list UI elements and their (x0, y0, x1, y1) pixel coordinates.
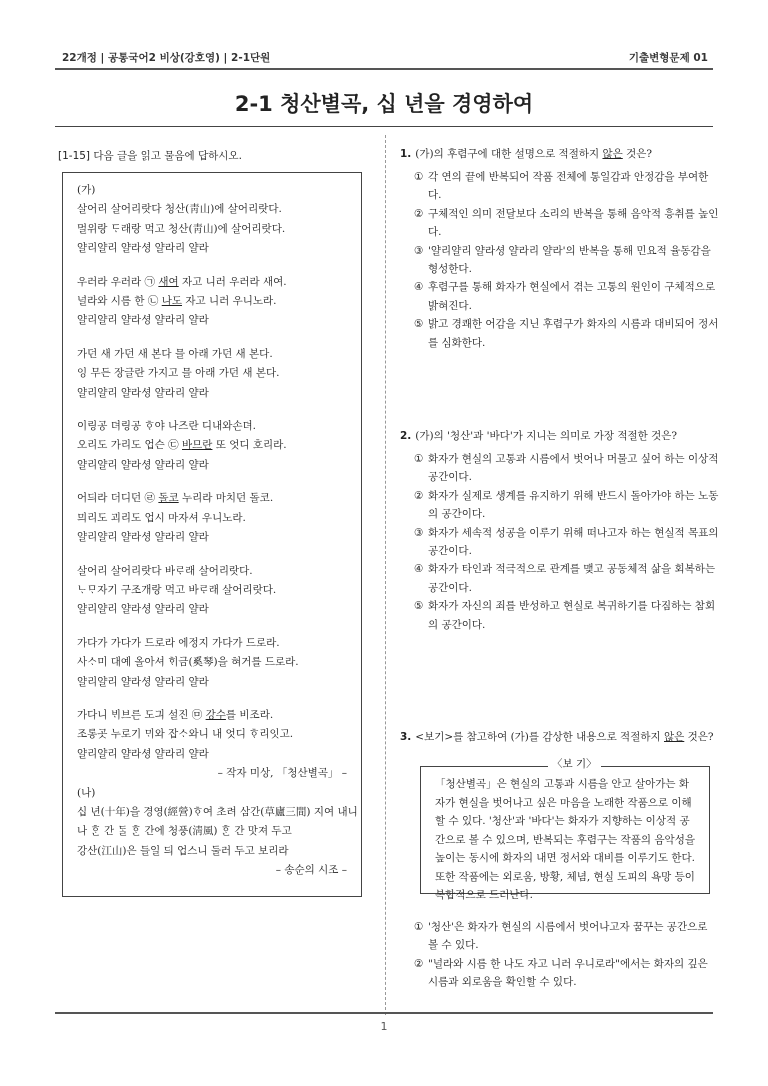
passage-line: 얄리얄리 얄라셩 얄라리 얄라 (77, 242, 209, 255)
passage-line: 가다가 가다가 드로라 에정지 가다가 드로라. (77, 636, 280, 649)
passage-line: 살어리 살어리랏다 바ᄅᆞ래 살어리랏다. (77, 564, 253, 577)
passage-line: 얄리얄리 얄라셩 얄라리 얄라 (77, 458, 209, 471)
question-stem: 3. <보기>를 참고하여 (가)를 감상한 내용으로 적절하지 않은 것은? (400, 731, 714, 743)
underline-d: 돌코 (158, 492, 179, 505)
question-3 (400, 728, 720, 747)
passage-line: 우러라 우러라 ㉠ 새여 자고 니러 우러라 새여. (77, 275, 287, 288)
passage-line: 강산(江山)은 들일 듸 업스니 둘러 두고 보리라 (77, 844, 289, 857)
na-label: (나) (77, 786, 96, 799)
answer-option[interactable]: ③ 화자가 세속적 성공을 이루기 위해 떠나고자 하는 현실적 목표의 공간이다. (414, 526, 719, 558)
answer-option[interactable]: ② 화자가 실제로 생계를 유지하기 위해 반드시 돌아가야 하는 노동의 공간이다. (414, 489, 719, 521)
page-title: 2-1 청산별곡, 십 년을 경영하여 (234, 92, 534, 116)
passage-line: 얄리얄리 얄라셩 얄라리 얄라 (77, 747, 209, 760)
passage-line: 믜리도 괴리도 업시 마자셔 우니노라. (77, 511, 246, 524)
underline-a: 새여 (158, 275, 179, 288)
bogi-box: 「청산별곡」은 현실의 고통과 시름을 안고 살아가는 화자가 현실을 벗어나고 싶은 마음을 노래한 작품으로 이해할 수 있다. '청산'과 '바다'는 화자가 지향하는 이상적 공간으로 볼 수 있으며, 반복되는 후렴구는 작품의 음악성을 높이는 동시에 화자의 내면 정서와 대비를 이루기도 한다. 또한 작품에는 외로움, 방황, 체념, 현실 도피의 욕망 등이 복합적으로 드러난다. (420, 766, 710, 894)
answer-option[interactable]: ② 구체적인 의미 전달보다 소리의 반복을 통해 음악적 흥취를 높인다. (414, 207, 719, 239)
passage-line: 나 ᄒᆞᆫ 간 ᄃᆞᆯ ᄒᆞᆫ 간에 청풍(淸風) ᄒᆞᆫ 간 맛져 두고 (77, 825, 292, 838)
passage-line: 가던 새 가던 새 본다 믈 아래 가던 새 본다. (77, 347, 273, 360)
passage-line: 십 년(十年)을 경영(經營)ᄒᆞ여 초려 삼간(草廬三間) 지여 내니 (77, 805, 358, 818)
underline-e: 강수 (205, 708, 226, 721)
answer-option[interactable]: ① 각 연의 끝에 반복되어 작품 전체에 통일감과 안정감을 부여한다. (414, 171, 709, 202)
passage-line: 어듸라 더디던 ㉣ 돌코 누리라 마치던 돌코. (77, 492, 274, 505)
answer-option[interactable]: ① '청산'은 화자가 현실의 시름에서 벗어나고자 꿈꾸는 공간으로 볼 수 있다. (414, 921, 708, 952)
underline-c: 바므란 (182, 439, 213, 452)
passage-line: 조롱곳 누로기 ᄆᆡ와 잡ᄉᆞ와니 내 엇디 ᄒᆞ리잇고. (77, 728, 294, 741)
header-doc-type: 기출변형문제 01 (628, 52, 708, 64)
question-2 (400, 427, 720, 634)
header-course-info: 22개정 | 공통국어2 비상(강호영) | 2-1단원 (62, 52, 271, 64)
header-rule (55, 68, 713, 70)
passage-line: 얄리얄리 얄라셩 얄라리 얄라 (77, 314, 209, 327)
passage-line: 멀위랑 ᄃᆞ래랑 먹고 청산(靑山)에 살어리랏다. (77, 222, 286, 235)
answer-option[interactable]: ⑤ 밝고 경쾌한 어감을 지닌 후렴구가 화자의 시름과 대비되어 정서를 심화한다. (414, 318, 719, 349)
column-divider (385, 135, 386, 1015)
passage-line: 잉 무든 장글란 가지고 믈 아래 가던 새 본다. (77, 367, 280, 380)
passage-line: ᄂᆞᄆᆞ자기 구조개랑 먹고 바ᄅᆞ래 살어리랏다. (77, 583, 277, 596)
title-rule (55, 126, 713, 127)
passage-line: 얄리얄리 얄라셩 얄라리 얄라 (77, 603, 209, 616)
underline-b: 나도 (161, 295, 183, 308)
source-ga: – 작자 미상, 「청산별곡」 – (217, 767, 347, 780)
bogi-label: 〈보 기〉 (548, 756, 601, 771)
passage-line: 널라와 시름 한 ㉡ 나도 자고 니러 우니노라. (77, 295, 277, 308)
instruction: [1-15] 다음 글을 읽고 물음에 답하시오. (58, 150, 242, 162)
footer-rule (55, 1012, 713, 1014)
passage-line: 이링공 뎌링공 ᄒᆞ야 나즈란 디내와손뎌. (77, 420, 256, 433)
passage-line: 얄리얄리 얄라셩 얄라리 얄라 (77, 675, 209, 688)
answer-option[interactable]: ⑤ 화자가 자신의 죄를 반성하고 현실로 복귀하기를 다짐하는 참회의 공간이다. (414, 600, 716, 631)
passage-line: 가다니 ᄇᆡ브른 도긔 설진 ㉤ 강수를 비조라. (77, 708, 274, 721)
question-1 (400, 145, 720, 352)
question-stem: 1. (가)의 후렴구에 대한 설명으로 적절하지 않은 것은? (400, 148, 653, 160)
answer-option[interactable]: ④ 화자가 타인과 적극적으로 관계를 맺고 공동체적 삶을 회복하는 공간이다. (414, 563, 716, 594)
source-na: – 송순의 시조 – (275, 864, 347, 877)
answer-option[interactable]: ② "널라와 시름 한 나도 자고 니러 우니로라"에서는 화자의 깊은 시름과 외로움을 확인할 수 있다. (414, 957, 708, 989)
question-stem: 2. (가)의 '청산'과 '바다'가 지니는 의미로 가장 적절한 것은? (400, 430, 678, 442)
passage-line: 오리도 가리도 업슨 ㉢ 바므란 또 엇디 호리라. (77, 439, 287, 452)
question-3-options (400, 918, 720, 992)
passage-line: 사ᄉᆞ미 대예 올아셔 ᄒᆡ금(奚琴)을 혀거를 드로라. (77, 656, 299, 669)
answer-option[interactable]: ① 화자가 현실의 고통과 시름에서 벗어나 머물고 싶어 하는 이상적 공간이다. (414, 453, 719, 484)
passage-box (62, 172, 362, 897)
passage-line: 얄리얄리 얄라셩 얄라리 얄라 (77, 386, 209, 399)
passage-line: 얄리얄리 얄라셩 얄라리 얄라 (77, 531, 209, 544)
passage-line: 살어리 살어리랏다 청산(靑山)에 살어리랏다. (77, 203, 282, 216)
page-number: 1 (380, 1020, 388, 1033)
answer-option[interactable]: ④ 후렴구를 통해 화자가 현실에서 겪는 고통의 원인이 구체적으로 밝혀진다. (414, 281, 716, 312)
ga-label: (가) (77, 184, 96, 196)
answer-option[interactable]: ③ '얄리얄리 얄라셩 얄라리 얄라'의 반복을 통해 민요적 율동감을 형성한다. (414, 244, 711, 276)
